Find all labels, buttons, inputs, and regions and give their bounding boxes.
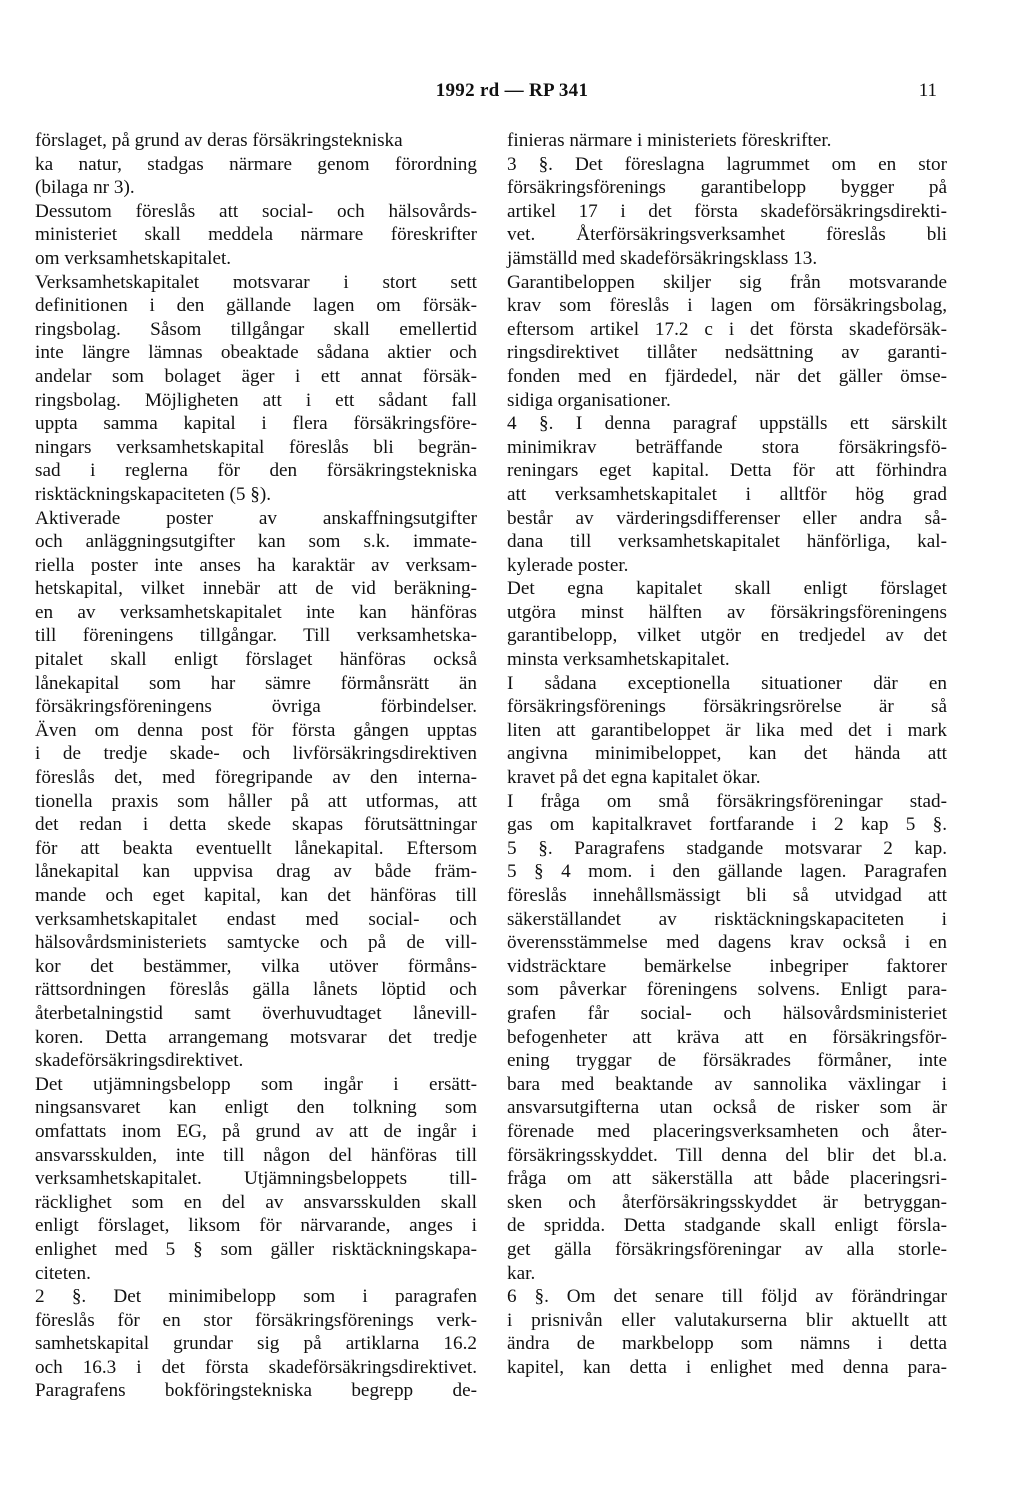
text-line: grafen får social- och hälsovårdsministeriet <box>507 1002 947 1024</box>
text-line: och anläggningsutgifter kan som s.k. immate- <box>35 531 477 553</box>
text-line: i de tredje skade- och livförsäkringsdirektiven <box>35 743 477 765</box>
text-line: kravet på det egna kapitalet ökar. <box>507 767 761 789</box>
text-line: Även om denna post för första gången upptas <box>35 719 477 741</box>
text-line: överensstämmelse med dagens krav också i en <box>507 932 947 954</box>
text-line: de spridda. Detta stadgande skall enligt försla- <box>507 1215 947 1237</box>
text-line: sidiga organisationer. <box>507 389 671 411</box>
text-line: ansvarsskulden, inte till någon del hänföras till <box>35 1144 477 1166</box>
text-line: Dessutom föreslås att social- och hälsovårds- <box>35 200 477 222</box>
text-line: I sådana exceptionella situationer där en <box>507 672 947 694</box>
text-line: Verksamhetskapitalet motsvarar i stort sett <box>35 271 477 293</box>
text-line: tionella praxis som håller på att utformas, att <box>35 790 477 812</box>
text-line: uppta samma kapital i flera försäkringsföre- <box>35 413 477 435</box>
text-line: 3 §. Det föreslagna lagrummet om en stor <box>507 153 947 175</box>
text-line: som påverkar föreningens solvens. Enligt para- <box>507 979 947 1001</box>
text-line: pitalet skall enligt förslaget hänföras också <box>35 649 477 671</box>
text-line: finieras närmare i ministeriets föreskrifter. <box>507 130 832 151</box>
text-line: liten att garantibeloppet är lika med det i mark <box>507 719 947 741</box>
text-line: ansvarsutgifterna utan också de risker som är <box>507 1097 947 1119</box>
text-line: lånekapital som har sämre förmånsrätt än <box>35 672 477 694</box>
text-line: koren. Detta arrangemang motsvarar det tredje <box>35 1026 477 1048</box>
text-line: gas om kapitalkravet fortfarande i 2 kap 5 §. <box>507 814 947 836</box>
text-line: risktäckningskapaciteten (5 §). <box>35 483 272 505</box>
text-line: artikel 17 i det första skadeförsäkringsdirekti- <box>507 200 947 222</box>
text-line: till föreningens tillgångar. Till verksamhetska- <box>35 625 477 647</box>
text-line: föreslås det, med föregripande av den interna- <box>35 767 477 789</box>
text-line: bara med beaktande av sannolika växlingar i <box>507 1073 947 1095</box>
text-line: ringsbolag. Såsom tillgångar skall emellertid <box>35 318 477 340</box>
text-line: föreslås innehållsmässigt bli så utvidgad att <box>507 885 947 906</box>
text-line: i prisnivån eller valutakurserna blir aktuellt att <box>507 1309 947 1331</box>
text-line: ringsbolag. Möjligheten att i ett sådant fall <box>35 389 477 411</box>
text-line: krav som föreslås i lagen om försäkringsbolag, <box>507 295 947 317</box>
text-line: andelar som bolaget äger i ett annat försäk- <box>35 365 477 387</box>
text-line: Det egna kapitalet skall enligt förslaget <box>507 578 947 600</box>
text-line: reningars eget kapital. Detta för att förhindra <box>507 460 947 482</box>
text-line: dana till verksamhetskapitalet hänförliga, kal- <box>507 531 947 553</box>
text-line: kar. <box>507 1262 536 1284</box>
text-line: inte längre lämnas obeaktade sådana aktier och <box>35 342 477 364</box>
text-line: verksamhetskapitalet. Utjämningsbeloppets till- <box>35 1168 477 1190</box>
text-line: en av verksamhetskapitalet inte kan hänföras <box>35 601 477 623</box>
text-line: försäkringsförenings garantibelopp bygger på <box>507 177 947 199</box>
text-line: kapitel, kan detta i enlighet med denna para- <box>507 1356 947 1378</box>
text-line: räcklighet som en del av ansvarsskulden skall <box>35 1191 477 1213</box>
text-line: försäkringsskyddet. Till denna del blir det bl.a. <box>507 1144 947 1166</box>
text-line: ändra de markbelopp som nämns i detta <box>507 1333 947 1355</box>
text-line: 2 §. Det minimibelopp som i paragrafen <box>35 1286 477 1308</box>
text-line: försäkringsförenings försäkringsrörelse är så <box>507 696 947 718</box>
text-line: verksamhetskapitalet endast med social- och <box>35 908 477 930</box>
text-line: I fråga om små försäkringsföreningar stad- <box>507 790 947 812</box>
text-line: fråga om att säkerställa att både placeringsri- <box>507 1168 947 1190</box>
text-line: kylerade poster. <box>507 554 629 576</box>
text-line: ka natur, stadgas närmare genom förordning <box>35 153 477 175</box>
text-line: ningsansvaret kan enligt den tolkning som <box>35 1097 477 1119</box>
text-line: befogenheter att kräva att en försäkringsför- <box>507 1026 947 1048</box>
text-line: skadeförsäkringsdirektivet. <box>35 1050 244 1072</box>
text-line: 5 § 4 mom. i den gällande lagen. Paragrafen <box>507 861 947 883</box>
text-line: förenade med placeringsverksamheten och åter- <box>507 1120 947 1142</box>
text-line: minsta verksamhetskapitalet. <box>507 649 730 671</box>
text-line: att verksamhetskapitalet i alltför hög grad <box>507 483 947 505</box>
text-line: Det utjämningsbelopp som ingår i ersätt- <box>35 1073 477 1095</box>
text-line: för att beakta eventuellt lånekapital. Eftersom <box>35 837 477 859</box>
text-line: säkerställandet av risktäckningskapaciteten i <box>507 908 947 930</box>
text-line: hetskapital, vilket innebär att de vid beräkning- <box>35 578 477 600</box>
text-line: ringsdirektivet tillåter nedsättning av garanti- <box>507 342 947 364</box>
text-line: mande och eget kapital, kan det hänföras till <box>35 885 477 906</box>
text-line: ningars verksamhetskapital föreslås bli begrän- <box>35 436 477 458</box>
right-text-column <box>507 129 947 1379</box>
text-line: Paragrafens bokföringstekniska begrepp de- <box>35 1380 477 1402</box>
page-number: 11 <box>918 80 937 101</box>
text-line: eftersom artikel 17.2 c i det första skadeförsäk- <box>507 318 947 340</box>
text-line: ministeriet skall meddela närmare föreskrifter <box>35 224 477 246</box>
text-line: get gälla försäkringsföreningar av alla storle- <box>507 1238 947 1260</box>
text-line: det redan i detta skede skapas förutsättningar <box>35 814 477 836</box>
text-line: Aktiverade poster av anskaffningsutgifter <box>35 507 477 529</box>
text-line: vidsträcktare bemärkelse inbegriper faktorer <box>507 955 947 977</box>
text-line: rättsordningen föreslås gälla lånets löptid och <box>35 979 477 1001</box>
text-line: ening tryggar de försäkrades förmåner, inte <box>507 1050 947 1072</box>
text-line: består av värderingsdifferenser eller andra så- <box>507 507 947 529</box>
text-line: angivna minimibeloppet, kan det hända att <box>507 743 947 765</box>
text-line: vet. Återförsäkringsverksamhet föreslås bli <box>507 224 947 246</box>
text-line: hälsovårdsministeriets samtycke och på de vill- <box>35 932 477 954</box>
text-line: garantibelopp, vilket utgör en tredjedel av det <box>507 625 947 647</box>
text-line: 4 §. I denna paragraf uppställs ett särskilt <box>507 413 947 435</box>
text-line: (bilaga nr 3). <box>35 177 135 199</box>
text-line: jämställd med skadeförsäkringsklass 13. <box>507 247 818 269</box>
text-line: sken och återförsäkringsskyddet är betryggan- <box>507 1191 947 1213</box>
text-line: och 16.3 i det första skadeförsäkringsdirektivet. <box>35 1356 477 1378</box>
text-line: enlighet med 5 § som gäller risktäckningskapa- <box>35 1238 477 1260</box>
page-header <box>0 80 1024 110</box>
text-line: fonden med en fjärdedel, när det gäller ömse- <box>507 365 947 387</box>
text-line: försäkringsföreningens övriga förbindelser. <box>35 696 477 718</box>
text-line: 5 §. Paragrafens stadgande motsvarar 2 kap. <box>507 837 947 859</box>
running-title: 1992 rd — RP 341 <box>435 80 589 101</box>
text-line: samhetskapital grundar sig på artiklarna 16.2 <box>35 1333 477 1355</box>
text-line: minimikrav beträffande stora försäkringsfö- <box>507 436 947 458</box>
text-line: Garantibeloppen skiljer sig från motsvarande <box>507 271 947 293</box>
text-line: omfattats inom EG, på grund av att de ingår i <box>35 1120 477 1142</box>
text-line: sad i reglerna för den försäkringstekniska <box>35 460 477 482</box>
left-text-column <box>35 129 477 1403</box>
text-line: riella poster inte anses ha karaktär av verksam- <box>35 554 477 576</box>
text-line: föreslås för en stor försäkringsförenings verk- <box>35 1309 477 1331</box>
text-line: utgöra minst hälften av försäkringsföreningens <box>507 601 947 623</box>
text-line: 6 §. Om det senare till följd av förändringar <box>507 1286 947 1308</box>
text-line: återbetalningstid samt överhuvudtaget lånevill- <box>35 1002 477 1024</box>
text-line: förslaget, på grund av deras försäkringstekniska <box>35 130 403 151</box>
text-line: citeten. <box>35 1262 91 1284</box>
text-line: om verksamhetskapitalet. <box>35 247 232 269</box>
text-line: lånekapital kan uppvisa drag av både främ- <box>35 861 477 883</box>
text-line: enligt förslaget, liksom för närvarande, anges i <box>35 1215 477 1237</box>
text-line: definitionen i den gällande lagen om försäk- <box>35 295 477 317</box>
text-line: kor det bestämmer, vilka utöver förmåns- <box>35 955 477 977</box>
